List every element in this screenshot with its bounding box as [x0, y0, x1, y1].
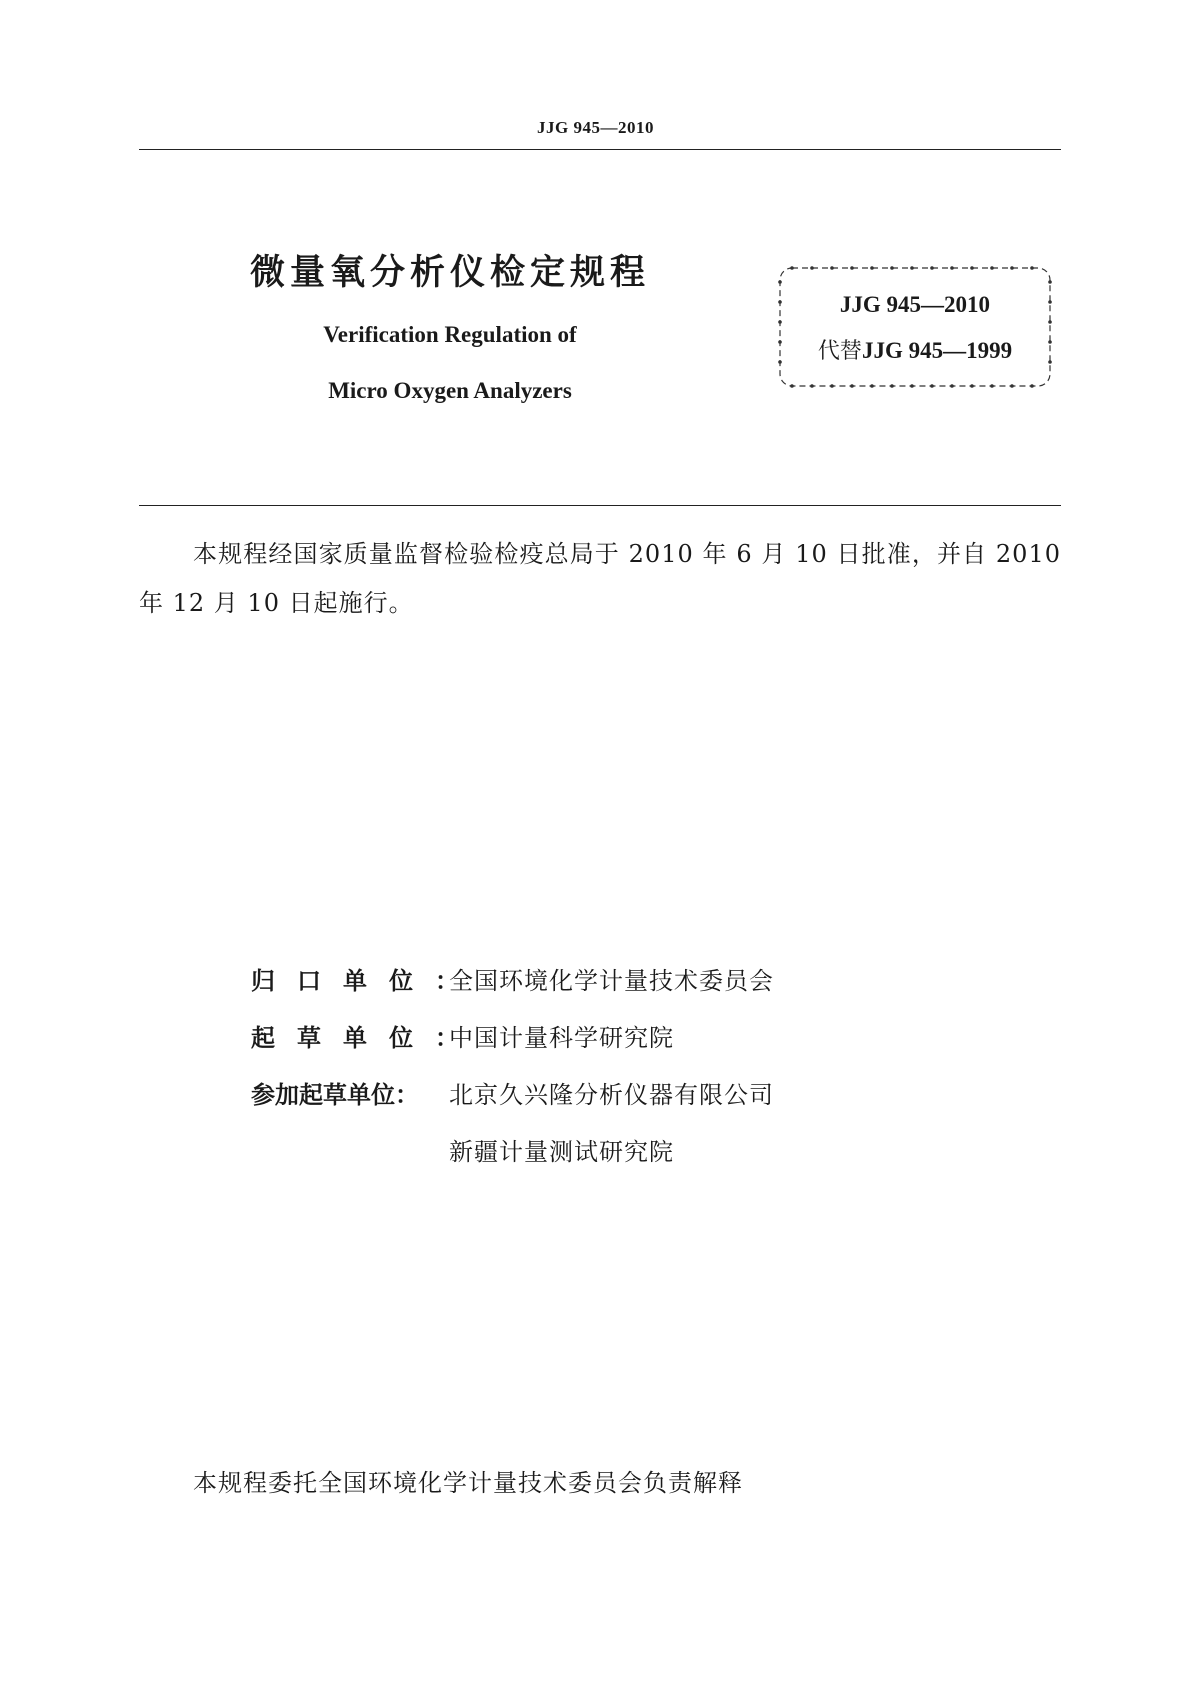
title-english-line1: Verification Regulation of [323, 322, 577, 347]
org-label: 参加起草单位： [251, 1081, 419, 1109]
org-row-drafting [251, 1007, 951, 1064]
org-row-participating-2 [251, 1121, 951, 1178]
org-value: 全国环境化学计量技术委员会 [449, 967, 774, 995]
org-label: 归口单位： [251, 967, 481, 995]
section-rule [139, 505, 1061, 506]
org-row-participating [251, 1064, 951, 1121]
header-rule [139, 149, 1061, 150]
header-standard-code: JJG 945—2010 [537, 118, 654, 137]
approval-paragraph: 本规程经国家质量监督检验检疫总局于 2010 年 6 月 10 日批准，并自 2010 年 12 月 10 日起施行。 [139, 540, 1061, 617]
org-value: 新疆计量测试研究院 [449, 1138, 674, 1166]
current-code: JJG 945—2010 [839, 292, 991, 317]
standard-code-box [776, 264, 1054, 390]
decorative-border [776, 264, 1054, 390]
organization-list [251, 950, 951, 1178]
interpretation-note: 本规程委托全国环境化学计量技术委员会负责解释 [193, 1469, 743, 1497]
title-chinese: 微量氧分析仪检定规程 [249, 253, 650, 293]
org-label: 起草单位： [251, 1024, 481, 1052]
org-row-responsible [251, 950, 951, 1007]
replaces-line [776, 334, 1054, 365]
title-english-line2: Micro Oxygen Analyzers [328, 378, 572, 403]
org-value: 北京久兴隆分析仪器有限公司 [449, 1081, 774, 1109]
replaces-code: JJG 945—1999 [861, 338, 1013, 363]
org-value: 中国计量科学研究院 [449, 1024, 674, 1052]
replaces-prefix: 代替 [817, 339, 862, 364]
